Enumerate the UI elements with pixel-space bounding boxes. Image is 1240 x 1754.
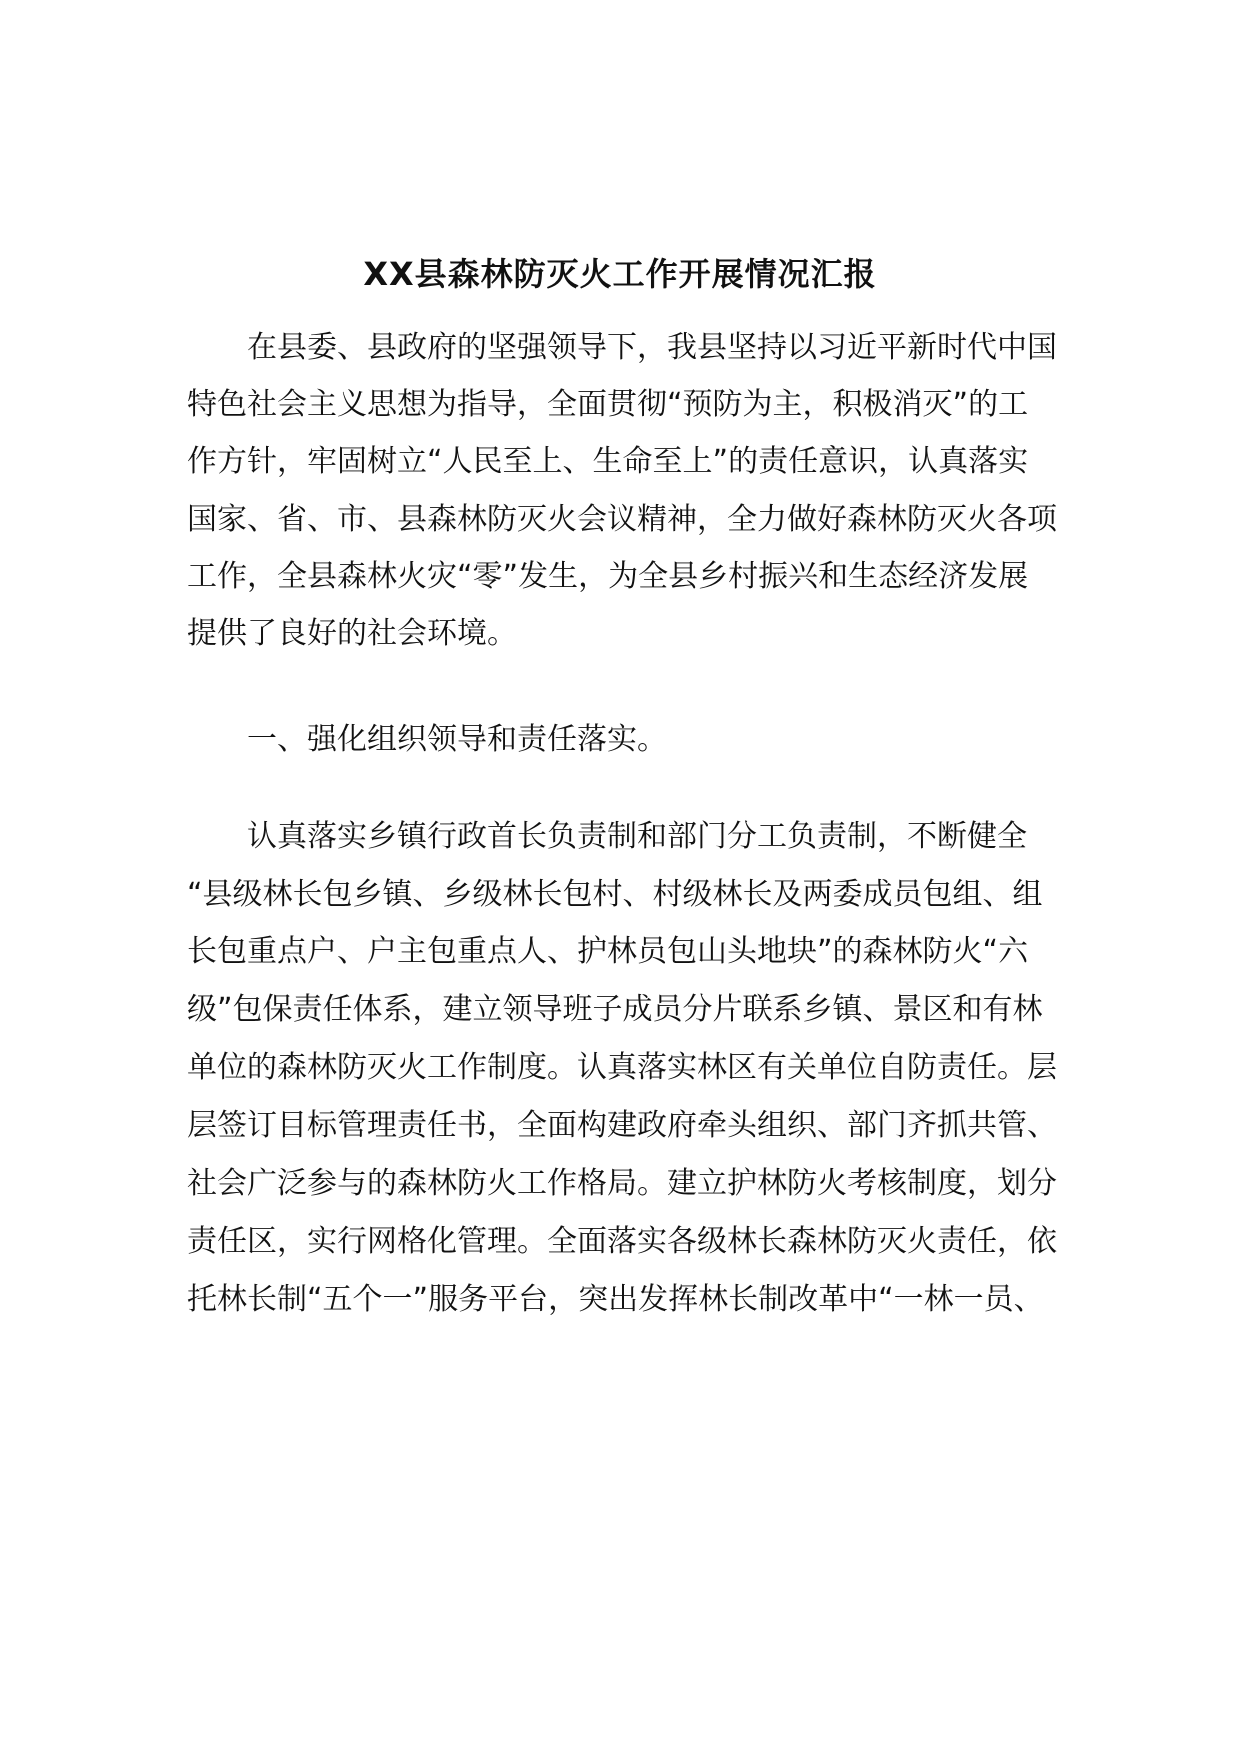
intro-line-5: 工作，全县森林火灾“零”发生，为全县乡村振兴和生态经济发展 bbox=[187, 559, 1029, 594]
body-line-7: 社会广泛参与的森林防火工作格局。建立护林防火考核制度，划分 bbox=[187, 1166, 1057, 1201]
intro-line-3: 作方针，牢固树立“人民至上、生命至上”的责任意识，认真落实 bbox=[187, 444, 1029, 479]
section-heading: 一、强化组织领导和责任落实。 bbox=[187, 722, 667, 757]
body-line-6: 层签订目标管理责任书，全面构建政府牵头组织、部门齐抓共管、 bbox=[187, 1108, 1057, 1143]
body-line-4: 级”包保责任体系，建立领导班子成员分片联系乡镇、景区和有林 bbox=[187, 992, 1043, 1027]
intro-line-2: 特色社会主义思想为指导，全面贯彻“预防为主，积极消灭”的工 bbox=[187, 387, 1029, 422]
intro-line-1: 在县委、县政府的坚强领导下，我县坚持以习近平新时代中国 bbox=[187, 330, 1057, 365]
body-line-3: 长包重点户、户主包重点人、护林员包山头地块”的森林防火“六 bbox=[187, 934, 1029, 969]
body-line-8: 责任区，实行网格化管理。全面落实各级林长森林防灭火责任，依 bbox=[187, 1224, 1057, 1259]
document-title: XX县森林防灭火工作开展情况汇报 bbox=[363, 255, 877, 293]
body-line-2: “县级林长包乡镇、乡级林长包村、村级林长及两委成员包组、组 bbox=[187, 877, 1043, 912]
body-line-1: 认真落实乡镇行政首长负责制和部门分工负责制，不断健全 bbox=[187, 819, 1027, 854]
body-line-5: 单位的森林防灭火工作制度。认真落实林区有关单位自防责任。层 bbox=[187, 1050, 1057, 1085]
intro-line-6: 提供了良好的社会环境。 bbox=[187, 616, 517, 651]
body-line-9: 托林长制“五个一”服务平台，突出发挥林长制改革中“一林一员、 bbox=[187, 1282, 1044, 1317]
intro-line-4: 国家、省、市、县森林防灭火会议精神，全力做好森林防灭火各项 bbox=[187, 502, 1057, 537]
